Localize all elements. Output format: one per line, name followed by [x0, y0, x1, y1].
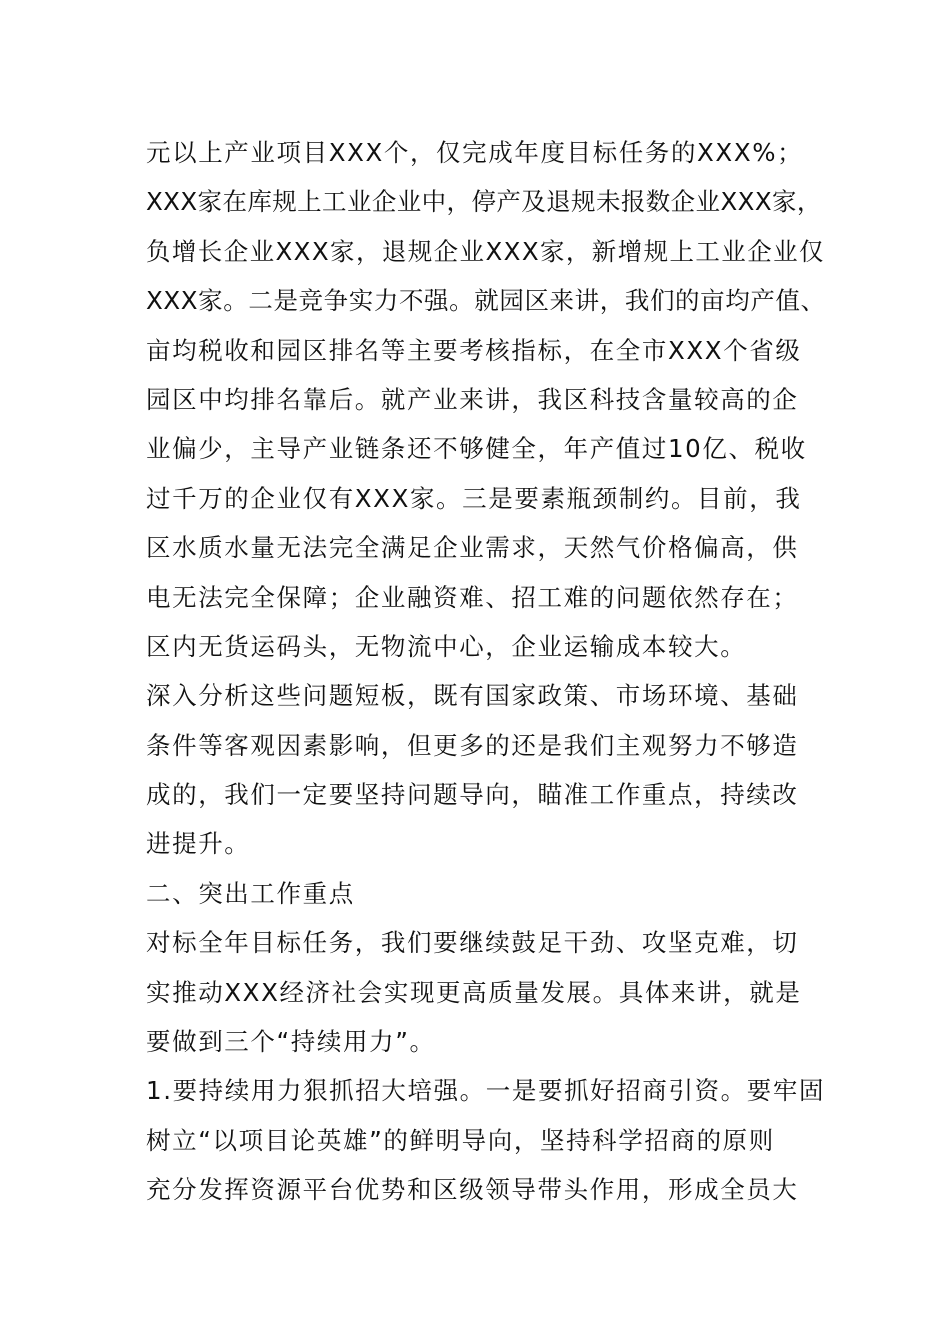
text-line: 树立“以项目论英雄”的鲜明导向，坚持科学招商的原则 [146, 1125, 775, 1155]
section-heading: 二、突出工作重点 [146, 878, 355, 908]
text-line: 实推动XXX经济社会实现更高质量发展。具体来讲，就是 [146, 977, 802, 1007]
text-line: 成的，我们一定要坚持问题导向，瞄准工作重点，持续改 [146, 780, 799, 810]
text-line: 区水质水量无法完全满足企业需求，天然气价格偏高，供 [146, 533, 799, 563]
text-line: 元以上产业项目XXX个，仅完成年度目标任务的XXX%； [146, 138, 804, 167]
text-line: XXX家在库规上工业企业中，停产及退规未报数企业XXX家， [146, 187, 822, 217]
text-line: 条件等客观因素影响，但更多的还是我们主观努力不够造 [146, 730, 799, 760]
text-line: 园区中均排名靠后。就产业来讲，我区科技含量较高的企 [146, 384, 799, 414]
text-line: 区内无货运码头，无物流中心，企业运输成本较大。 [146, 631, 747, 661]
text-line: 过千万的企业仅有XXX家。三是要素瓶颈制约。目前，我 [146, 483, 802, 513]
text-line: 亩均税收和园区排名等主要考核指标，在全市XXX个省级 [146, 335, 802, 365]
paragraph-start-line: 深入分析这些问题短板，既有国家政策、市场环境、基础 [146, 681, 799, 711]
paragraph-start-line: 对标全年目标任务，我们要继续鼓足干劲、攻坚克难，切 [146, 928, 799, 958]
text-line: XXX家。二是竞争实力不强。就园区来讲，我们的亩均产值、 [146, 286, 826, 316]
text-line: 业偏少，主导产业链条还不够健全，年产值过10亿、税收 [146, 434, 807, 464]
text-line: 要做到三个“持续用力”。 [146, 1027, 436, 1057]
text-line: 电无法完全保障；企业融资难、招工难的问题依然存在； [146, 582, 799, 612]
text-line: 进提升。 [146, 829, 251, 859]
body-text [146, 128, 826, 1215]
text-line: 充分发挥资源平台优势和区级领导带头作用，形成全员大 [146, 1175, 799, 1205]
text-line: 负增长企业XXX家，退规企业XXX家，新增规上工业企业仅 [146, 236, 825, 266]
list-item-line: 1.要持续用力狠抓招大培强。一是要抓好招商引资。要牢固 [146, 1076, 826, 1106]
